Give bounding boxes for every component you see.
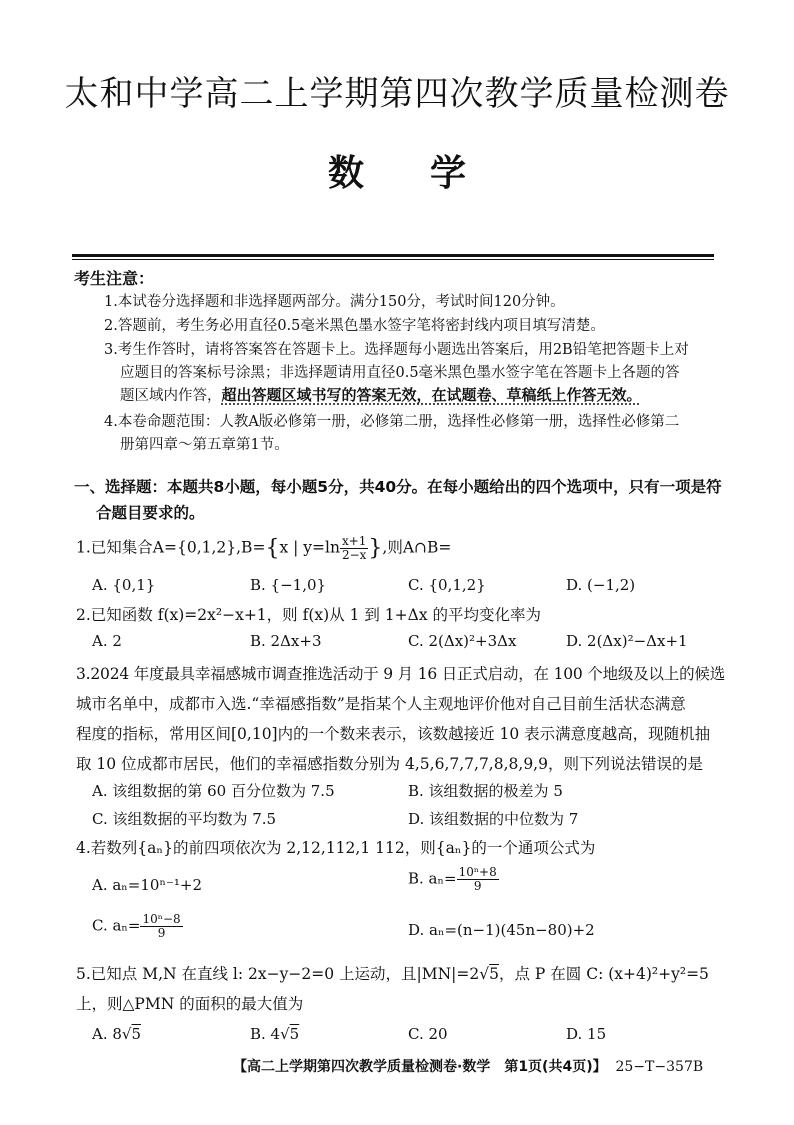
q4-option-b: [408, 866, 499, 893]
question-3-line3: 程度的指标，常用区间[0,10]内的一个数来表示，该数越接近 10 表示满意度越高，现随机抽: [76, 725, 711, 743]
notice-item-3-line2: 应题目的答案标号涂黑；非选择题请用直径0.5毫米黑色墨水签字笔在答题卡上各题的答: [120, 365, 680, 381]
question-3-line4: 取 10 位成都市居民，他们的幸福感指数分别为 4,5,6,7,7,7,8,8,9,9，则下列说法错误的是: [76, 755, 703, 773]
q5-line1-part-a: 5.已知点 M,N 在直线 l: 2x−y−2=0 上运动，且|MN|=2√: [76, 965, 490, 983]
q3-option-d: D. 该组数据的中位数为 7: [408, 810, 579, 828]
question-1-stem: [76, 535, 451, 562]
q1-option-b: B. {−1,0}: [250, 576, 327, 594]
q1-brace-left: {: [265, 536, 280, 561]
notice-item-4-line1: 4.本卷命题范围：人教A版必修第一册，必修第二册，选择性必修第一册，选择性必修第二: [104, 414, 680, 430]
q1-frac-numerator: x+1: [341, 534, 367, 548]
notice-item-4-line2: 册第四章～第五章第1节。: [120, 437, 289, 453]
question-5-line2: 上，则△PMN 的面积的最大值为: [76, 995, 304, 1013]
q4-option-c-fraction: [140, 913, 182, 940]
q2-option-c: C. 2(Δx)²+3Δx: [408, 632, 517, 650]
header-rule-thin: [72, 259, 714, 260]
q4-option-b-label: B. aₙ=: [408, 869, 457, 888]
q1-fraction: [340, 535, 368, 562]
q4-option-c: [92, 913, 183, 940]
q2-option-b: B. 2Δx+3: [250, 632, 322, 650]
q3-option-a: A. 该组数据的第 60 百分位数为 7.5: [92, 782, 335, 800]
q2-option-a: A. 2: [92, 632, 122, 650]
q4-b-numerator: 10ⁿ+8: [458, 865, 497, 879]
q1-stem-part-a: 1.已知集合A={0,1,2},B=: [76, 538, 266, 557]
q4-option-c-label: C. aₙ=: [92, 916, 141, 935]
q5-option-a-radicand: 5: [131, 1025, 142, 1043]
q5-option-c: C. 20: [408, 1025, 448, 1043]
q4-c-denominator: 9: [157, 926, 166, 940]
q5-option-d: D. 15: [566, 1025, 607, 1043]
question-4-stem: 4.若数列{aₙ}的前四项依次为 2,12,112,1 112，则{aₙ}的一个通项公式为: [76, 839, 596, 857]
q4-b-denominator: 9: [473, 879, 482, 893]
page-footer: [233, 1056, 703, 1076]
subject-title: 数学: [327, 153, 532, 194]
question-2-stem: 2.已知函数 f(x)=2x²−x+1，则 f(x)从 1 到 1+Δx 的平均变化率为: [76, 606, 542, 624]
footer-text: 【高二上学期第四次教学质量检测卷·数学 第1页(共4页)】: [233, 1059, 607, 1075]
q5-option-b: [250, 1025, 299, 1043]
notice-item-1: 1.本试卷分选择题和非选择题两部分。满分150分，考试时间120分钟。: [104, 294, 565, 310]
notice-item-3-emphasis: 超出答题区域书写的答案无效，在试题卷、草稿纸上作答无效。: [221, 386, 642, 404]
q5-option-b-label: B. 4√: [250, 1025, 290, 1043]
q1-option-c: C. {0,1,2}: [408, 576, 486, 594]
q5-option-a-label: A. 8√: [92, 1025, 132, 1043]
q4-option-d: D. aₙ=(n−1)(45n−80)+2: [408, 921, 595, 939]
q1-brace-right: }: [368, 536, 383, 561]
notice-item-3-line1: 3.考生作答时，请将答案答在答题卡上。选择题每小题选出答案后，用2B铅笔把答题卡上对: [104, 342, 689, 358]
q1-set-condition: x | y=ln: [279, 538, 340, 557]
q5-radicand: 5: [489, 965, 499, 983]
q2-option-d: D. 2(Δx)²−Δx+1: [566, 632, 688, 650]
q5-option-b-radicand: 5: [289, 1025, 300, 1043]
notice-item-3-line3: [120, 384, 642, 405]
question-3-line2: 城市名单中，成都市入选.“幸福感指数”是指某个人主观地评价他对自己目前生活状态满意: [76, 695, 686, 713]
q4-c-numerator: 10ⁿ−8: [142, 912, 181, 926]
q5-line1-part-b: ，点 P 在圆 C: (x+4)²+y²=5: [499, 965, 709, 983]
section-1-heading-line2: 合题目要求的。: [96, 504, 205, 522]
notice-heading: 考生注意：: [74, 269, 155, 288]
section-1-heading-line1: 一、选择题：本题共8小题，每小题5分，共40分。在每小题给出的四个选项中，只有一项是符: [74, 478, 722, 496]
notice-item-3-line3-text: 题区域内作答，: [120, 388, 222, 404]
q5-option-a: [92, 1025, 141, 1043]
exam-title: 太和中学高二上学期第四次教学质量检测卷: [64, 74, 730, 114]
question-3-line1: 3.2024 年度最具幸福感城市调查推选活动于 9 月 16 日正式启动，在 100 个地级及以上的候选: [76, 665, 725, 683]
question-5-line1: [76, 962, 709, 984]
q1-option-d: D. (−1,2): [566, 576, 636, 594]
footer-code: 25−T−357B: [615, 1059, 704, 1075]
q3-option-b: B. 该组数据的极差为 5: [408, 782, 563, 800]
q3-option-c: C. 该组数据的平均数为 7.5: [92, 810, 277, 828]
header-rule-thick: [72, 254, 714, 257]
q4-option-b-fraction: [457, 866, 499, 893]
q1-frac-denominator: 2−x: [341, 548, 367, 562]
q1-stem-part-b: ,则A∩B=: [382, 538, 452, 557]
notice-item-2: 2.答题前，考生务必用直径0.5毫米黑色墨水签字笔将密封线内项目填写清楚。: [104, 318, 605, 334]
q4-option-a: A. aₙ=10ⁿ⁻¹+2: [92, 876, 202, 894]
q1-option-a: A. {0,1}: [92, 576, 156, 594]
